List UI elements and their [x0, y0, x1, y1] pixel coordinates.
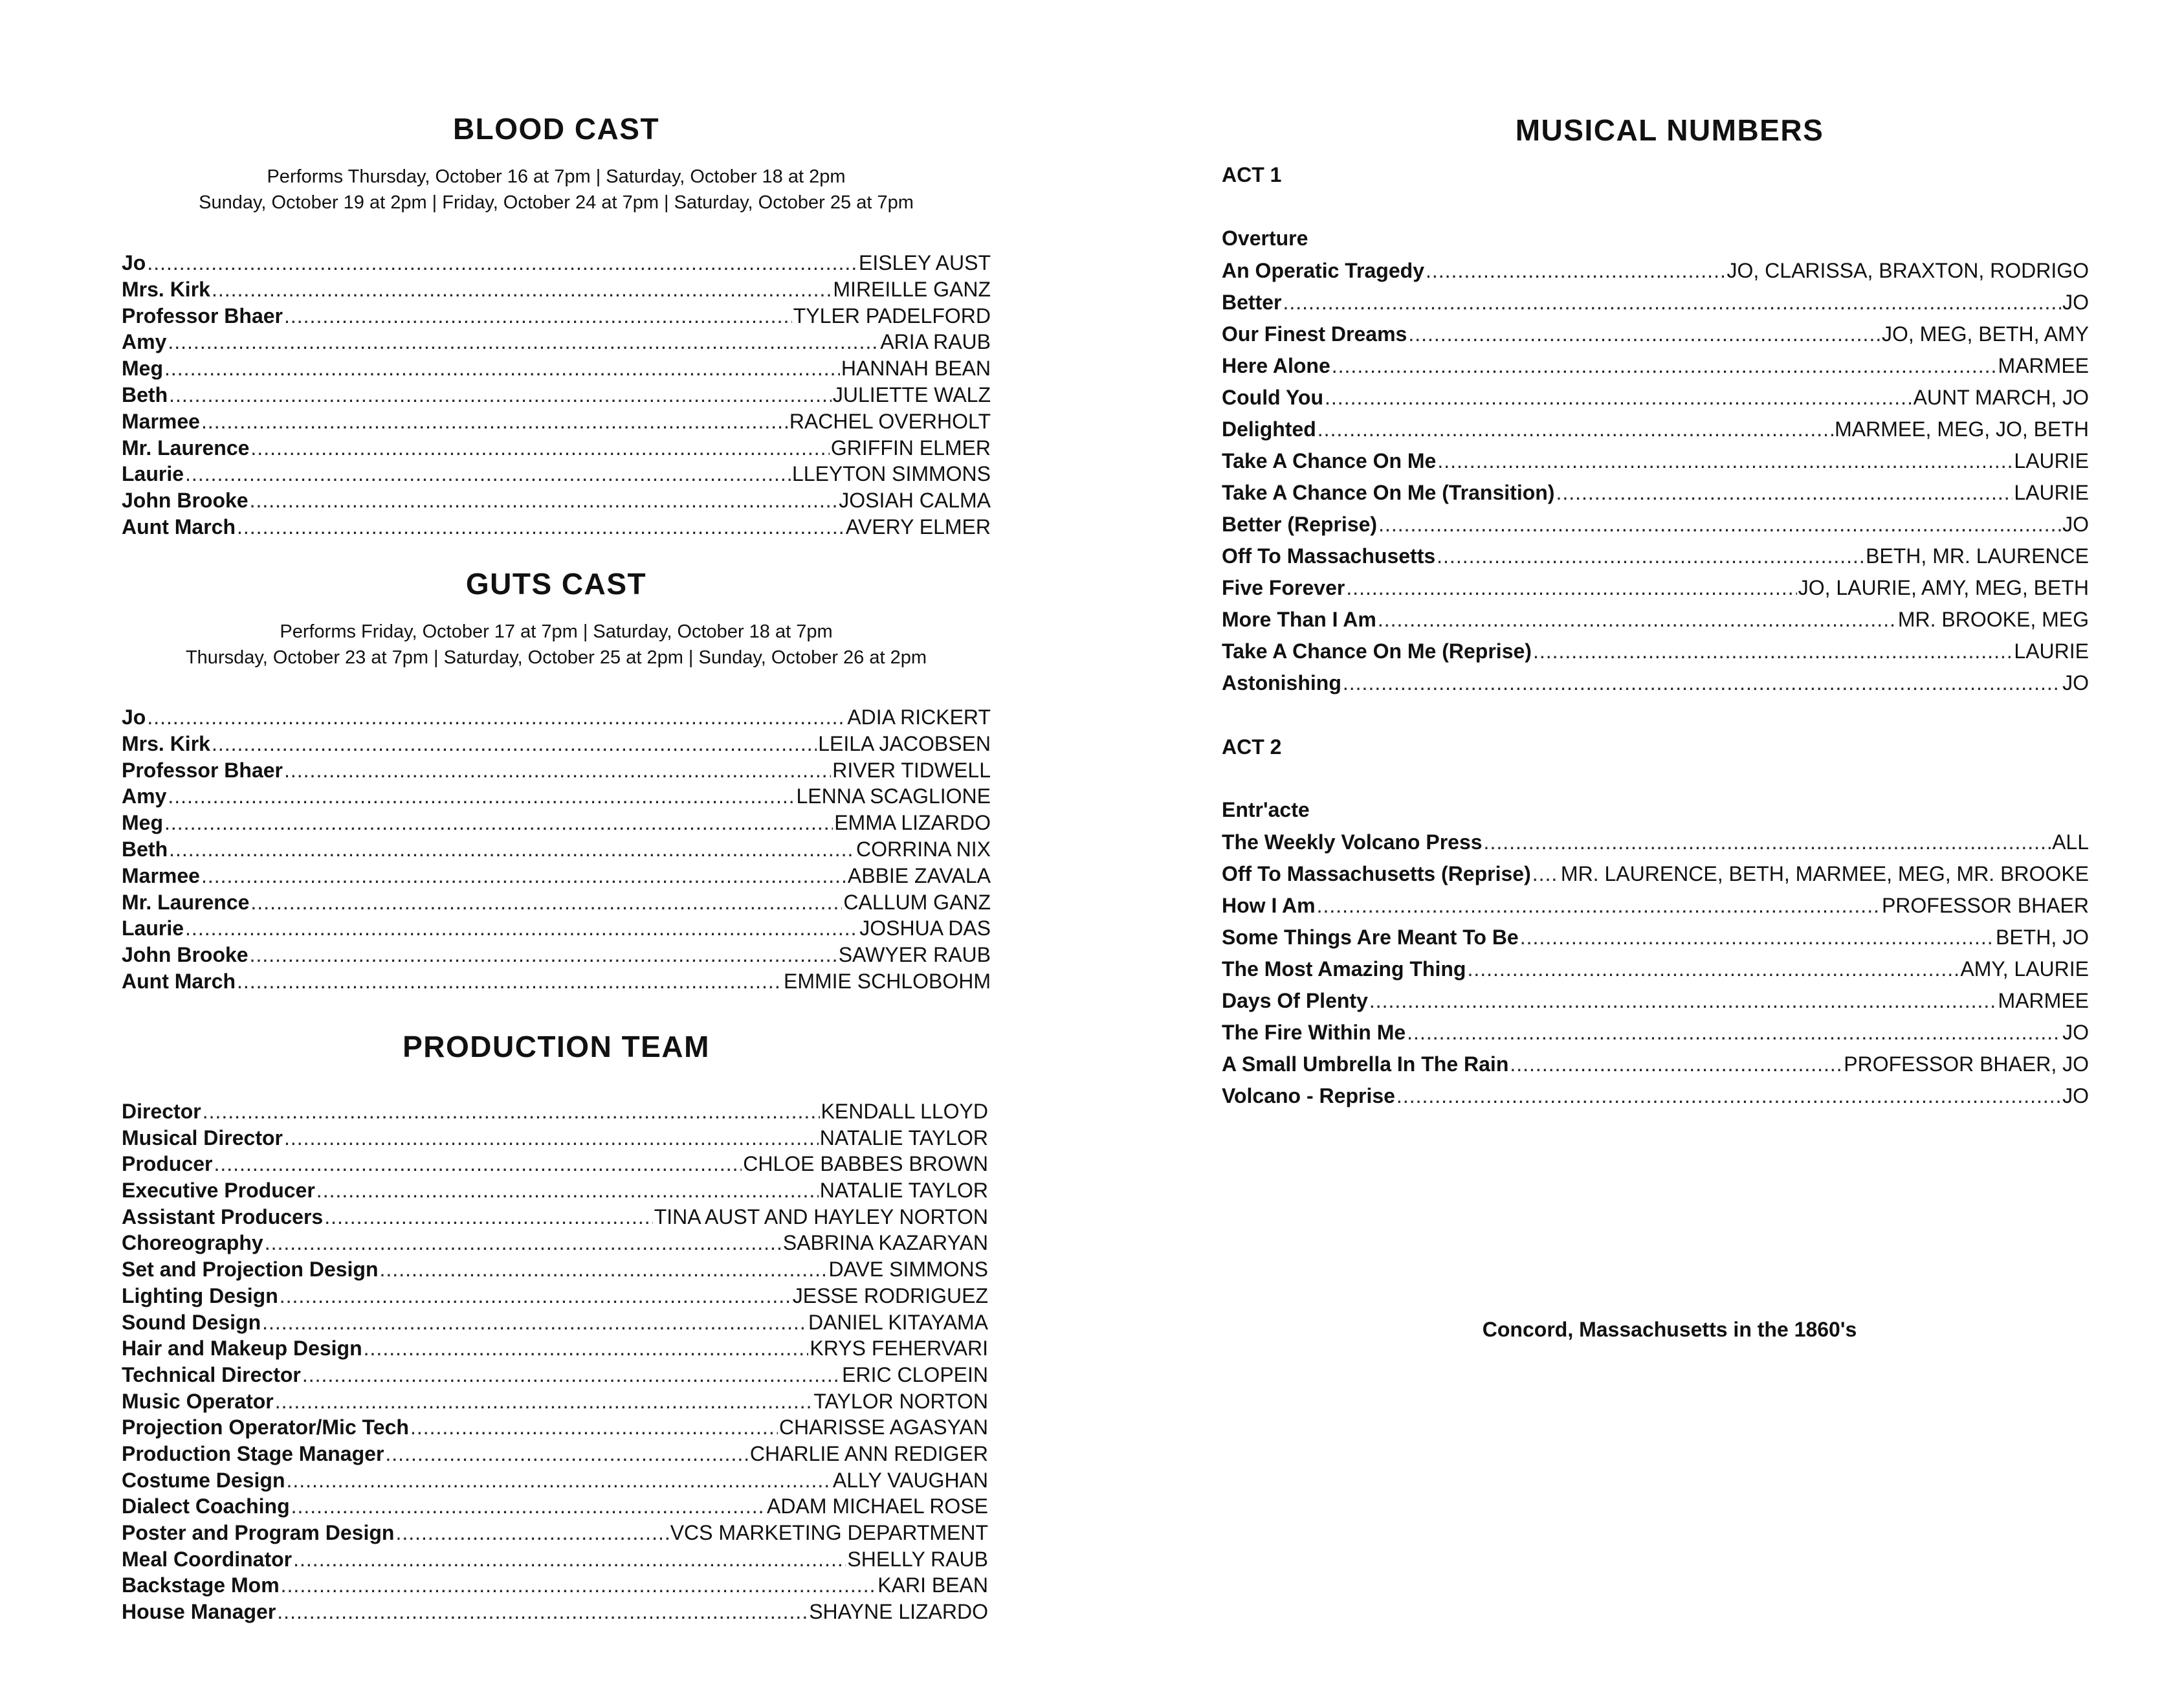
- item-label: Mr. Laurence: [122, 436, 250, 460]
- item-label: Choreography: [122, 1231, 263, 1255]
- item-value: ERIC CLOPEIN: [842, 1362, 988, 1386]
- item-label: John Brooke: [122, 943, 248, 967]
- list-item: [1222, 509, 2089, 540]
- dot-leader: [1437, 540, 1864, 572]
- list-item: [122, 487, 991, 514]
- list-item: [122, 704, 991, 731]
- item-value: BETH, JO: [1995, 926, 2089, 949]
- list-item: [1222, 667, 2089, 699]
- dot-leader: [277, 1599, 808, 1625]
- dot-leader: [1437, 445, 2013, 477]
- item-value: SABRINA KAZARYAN: [782, 1231, 988, 1255]
- dot-leader: [169, 382, 832, 408]
- dot-leader: [250, 435, 829, 461]
- list-item: [122, 1177, 988, 1204]
- act-2-label: ACT 2: [1222, 735, 1282, 759]
- item-value: JOSIAH CALMA: [839, 489, 991, 513]
- list-item: [1222, 922, 2089, 953]
- item-label: More Than I Am: [1222, 608, 1376, 631]
- item-label: How I Am: [1222, 894, 1316, 917]
- list-item: [1222, 827, 2089, 858]
- item-value: PROFESSOR BHAER, JO: [1844, 1052, 2089, 1076]
- dot-leader: [1467, 953, 1959, 985]
- dot-leader: [284, 757, 831, 784]
- item-value: CHARISSE AGASYAN: [778, 1416, 988, 1439]
- dot-leader: [1396, 1080, 2061, 1112]
- dot-leader: [324, 1204, 652, 1230]
- dot-leader: [265, 1230, 782, 1256]
- list-item: [122, 757, 991, 784]
- item-value: JO: [2062, 291, 2089, 314]
- dot-leader: [1332, 350, 1997, 382]
- dot-leader: [1532, 858, 1560, 890]
- list-item: [122, 731, 991, 757]
- item-label: A Small Umbrella In The Rain: [1222, 1052, 1509, 1076]
- item-value: TAYLOR NORTON: [813, 1389, 988, 1413]
- item-label: Professor Bhaer: [122, 304, 283, 328]
- dot-leader: [281, 1572, 877, 1599]
- item-label: Mrs. Kirk: [122, 731, 210, 755]
- musical-numbers-title: MUSICAL NUMBERS: [1515, 113, 1824, 147]
- dot-leader: [164, 355, 840, 382]
- list-item: [1222, 636, 2089, 667]
- item-label: Music Operator: [122, 1389, 274, 1413]
- blood-cast-title: BLOOD CAST: [452, 112, 660, 146]
- dot-leader: [212, 731, 817, 757]
- list-item: [1222, 1080, 2089, 1112]
- list-item: [122, 863, 991, 889]
- item-value: JO, CLARISSA, BRAXTON, RODRIGO: [1726, 259, 2089, 282]
- list-item: [122, 1230, 988, 1256]
- dot-leader: [250, 889, 842, 916]
- list-item: [1222, 540, 2089, 572]
- item-label: Executive Producer: [122, 1179, 315, 1203]
- item-value: LAURIE: [2014, 639, 2089, 663]
- list-item: [1222, 1049, 2089, 1080]
- item-value: EISLEY AUST: [859, 251, 991, 274]
- list-item: [122, 889, 991, 916]
- dot-leader: [250, 942, 837, 968]
- item-value: MARMEE, MEG, JO, BETH: [1835, 417, 2089, 441]
- dot-leader: [214, 1151, 742, 1177]
- list-item: [122, 1520, 988, 1546]
- item-value: AMY, LAURIE: [1960, 957, 2089, 981]
- list-item: [122, 382, 991, 408]
- item-value: ADIA RICKERT: [847, 705, 991, 729]
- item-value: JO, LAURIE, AMY, MEG, BETH: [1798, 576, 2089, 599]
- dot-leader: [284, 303, 792, 329]
- dot-leader: [380, 1256, 828, 1283]
- item-label: Off To Massachusetts: [1222, 544, 1436, 568]
- item-label: Aunt March: [122, 969, 236, 993]
- item-value: GRIFFIN ELMER: [830, 436, 991, 460]
- item-value: RACHEL OVERHOLT: [789, 409, 991, 433]
- item-label: Volcano - Reprise: [1222, 1084, 1395, 1107]
- item-label: Our Finest Dreams: [1222, 322, 1407, 346]
- item-label: House Manager: [122, 1600, 276, 1624]
- list-item: [1222, 572, 2089, 604]
- list-item: [122, 1493, 988, 1520]
- dot-leader: [286, 1467, 831, 1494]
- item-label: Set and Projection Design: [122, 1258, 379, 1282]
- item-label: Technical Director: [122, 1362, 301, 1386]
- dot-leader: [316, 1177, 819, 1204]
- list-item: [122, 355, 991, 382]
- dot-leader: [201, 408, 788, 435]
- item-value: ALLY VAUGHAN: [832, 1468, 988, 1492]
- item-label: Days Of Plenty: [1222, 989, 1368, 1012]
- item-label: Five Forever: [1222, 576, 1345, 599]
- list-item: [122, 1125, 988, 1151]
- list-item: [1222, 255, 2089, 287]
- item-label: Meg: [122, 357, 163, 381]
- dot-leader: [1325, 382, 1912, 414]
- dot-leader: [1346, 572, 1796, 604]
- item-value: EMMIE SCHLOBOHM: [783, 969, 991, 993]
- list-item: [122, 1572, 988, 1599]
- guts-cast-title: GUTS CAST: [465, 567, 647, 601]
- dot-leader: [284, 1125, 819, 1151]
- performance-line: Thursday, October 23 at 7pm | Saturday, October 25 at 2pm | Sunday, October 26 at 2pm: [185, 647, 927, 668]
- item-label: Sound Design: [122, 1310, 261, 1334]
- item-value: JO: [2062, 1021, 2089, 1044]
- dot-leader: [185, 915, 858, 942]
- dot-leader: [237, 968, 782, 995]
- item-value: CHLOE BABBES BROWN: [743, 1152, 988, 1176]
- item-label: Producer: [122, 1152, 213, 1176]
- dot-leader: [280, 1283, 791, 1309]
- item-label: Hair and Makeup Design: [122, 1337, 362, 1360]
- item-value: PROFESSOR BHAER: [1881, 894, 2089, 917]
- item-value: EMMA LIZARDO: [834, 811, 991, 835]
- item-value: SAWYER RAUB: [838, 943, 991, 967]
- item-label: Assistant Producers: [122, 1205, 324, 1228]
- item-label: Off To Massachusetts (Reprise): [1222, 862, 1531, 885]
- item-label: Some Things Are Meant To Be: [1222, 926, 1519, 949]
- dot-leader: [169, 836, 855, 863]
- item-value: LAURIE: [2014, 481, 2089, 504]
- dot-leader: [1343, 667, 2061, 699]
- item-label: Take A Chance On Me (Transition): [1222, 481, 1555, 504]
- item-label: Amy: [122, 784, 167, 808]
- dot-leader: [1510, 1049, 1842, 1080]
- item-value: JO: [2062, 1084, 2089, 1107]
- list-item: [1222, 414, 2089, 445]
- act-1-opener: Overture: [1222, 227, 1308, 250]
- list-item: [122, 461, 991, 487]
- list-item: [122, 1204, 988, 1230]
- item-label: Amy: [122, 330, 167, 354]
- item-value: JO, MEG, BETH, AMY: [1881, 322, 2089, 346]
- item-value: LLEYTON SIMMONS: [791, 462, 991, 486]
- item-value: RIVER TIDWELL: [832, 758, 991, 782]
- list-item: [122, 915, 991, 942]
- item-value: AVERY ELMER: [845, 515, 991, 539]
- item-value: MR. BROOKE, MEG: [1897, 608, 2089, 631]
- list-item: [1222, 858, 2089, 890]
- list-item: [122, 783, 991, 810]
- performance-line: Performs Thursday, October 16 at 7pm | Saturday, October 18 at 2pm: [267, 166, 846, 187]
- item-value: VCS MARKETING DEPARTMENT: [670, 1521, 988, 1544]
- dot-leader: [237, 514, 844, 540]
- dot-leader: [212, 276, 832, 303]
- item-value: JULIETTE WALZ: [832, 383, 991, 406]
- guts-cast-performances: [122, 619, 991, 671]
- dot-leader: [203, 1098, 820, 1125]
- list-item: [1222, 382, 2089, 414]
- dot-leader: [1378, 604, 1897, 636]
- dot-leader: [250, 487, 838, 514]
- performance-line: Sunday, October 19 at 2pm | Friday, October 24 at 7pm | Saturday, October 25 at 7pm: [199, 192, 914, 213]
- dot-leader: [1407, 1017, 2061, 1049]
- list-item: [122, 1098, 988, 1125]
- blood-cast-list: [122, 250, 991, 540]
- dot-leader: [275, 1388, 813, 1415]
- item-value: LAURIE: [2014, 449, 2089, 472]
- list-item: [122, 408, 991, 435]
- act-2-song-list: [1222, 827, 2089, 1112]
- list-item: [122, 1546, 988, 1573]
- act-1-song-list: [1222, 255, 2089, 699]
- item-value: ALL: [2052, 830, 2089, 854]
- item-value: KRYS FEHERVARI: [810, 1337, 988, 1360]
- item-label: Aunt March: [122, 515, 236, 539]
- item-label: Meal Coordinator: [122, 1547, 292, 1571]
- item-label: Better (Reprise): [1222, 513, 1378, 536]
- item-label: Beth: [122, 383, 168, 406]
- list-item: [122, 514, 991, 540]
- dot-leader: [147, 704, 846, 731]
- guts-cast-list: [122, 704, 991, 995]
- item-label: Better: [1222, 291, 1282, 314]
- list-item: [122, 1414, 988, 1441]
- dot-leader: [302, 1362, 841, 1388]
- item-value: KENDALL LLOYD: [821, 1100, 988, 1123]
- dot-leader: [1484, 827, 2051, 858]
- list-item: [1222, 477, 2089, 509]
- list-item: [122, 329, 991, 355]
- item-value: JOSHUA DAS: [859, 916, 991, 940]
- act-2-opener: Entr'acte: [1222, 798, 1310, 821]
- blood-cast-performances: [122, 164, 991, 216]
- dot-leader: [185, 461, 791, 487]
- list-item: [122, 276, 991, 303]
- item-label: Projection Operator/Mic Tech: [122, 1416, 409, 1439]
- item-label: Take A Chance On Me: [1222, 449, 1437, 472]
- item-label: The Weekly Volcano Press: [1222, 830, 1483, 854]
- list-item: [122, 942, 991, 968]
- list-item: [122, 1467, 988, 1494]
- list-item: [1222, 445, 2089, 477]
- item-value: TYLER PADELFORD: [793, 304, 991, 328]
- item-label: Marmee: [122, 409, 200, 433]
- item-value: JO: [2062, 671, 2089, 694]
- item-label: Production Stage Manager: [122, 1441, 384, 1465]
- item-value: MARMEE: [1998, 989, 2089, 1012]
- list-item: [122, 435, 991, 461]
- dot-leader: [1317, 890, 1881, 922]
- item-value: JO: [2062, 513, 2089, 536]
- list-item: [1222, 287, 2089, 318]
- production-team-list: [122, 1098, 988, 1625]
- dot-leader: [164, 810, 833, 836]
- list-item: [1222, 1017, 2089, 1049]
- item-label: Delighted: [1222, 417, 1316, 441]
- item-label: Mr. Laurence: [122, 890, 250, 914]
- item-label: Lighting Design: [122, 1283, 278, 1307]
- item-value: NATALIE TAYLOR: [819, 1179, 988, 1203]
- dot-leader: [1378, 509, 2061, 540]
- item-value: SHAYNE LIZARDO: [809, 1600, 988, 1624]
- performance-line: Performs Friday, October 17 at 7pm | Saturday, October 18 at 7pm: [280, 621, 833, 642]
- dot-leader: [1408, 318, 1881, 350]
- item-label: Jo: [122, 705, 146, 729]
- dot-leader: [293, 1546, 846, 1573]
- dot-leader: [201, 863, 846, 889]
- item-value: DAVE SIMMONS: [828, 1258, 988, 1282]
- item-label: Costume Design: [122, 1468, 285, 1492]
- item-label: Laurie: [122, 462, 184, 486]
- setting-text: Concord, Massachusetts in the 1860's: [1482, 1318, 1857, 1341]
- item-value: BETH, MR. LAURENCE: [1866, 544, 2089, 568]
- item-value: MR. LAURENCE, BETH, MARMEE, MEG, MR. BROOKE: [1560, 862, 2089, 885]
- list-item: [122, 250, 991, 276]
- item-value: KARI BEAN: [877, 1573, 988, 1597]
- list-item: [122, 1256, 988, 1283]
- item-label: Take A Chance On Me (Reprise): [1222, 639, 1532, 663]
- item-value: DANIEL KITAYAMA: [808, 1310, 988, 1334]
- act-1-label: ACT 1: [1222, 163, 1282, 186]
- list-item: [122, 1335, 988, 1362]
- item-value: CORRINA NIX: [855, 837, 991, 861]
- dot-leader: [410, 1414, 778, 1441]
- dot-leader: [364, 1335, 809, 1362]
- item-label: Mrs. Kirk: [122, 277, 210, 301]
- item-label: Musical Director: [122, 1126, 283, 1149]
- dot-leader: [147, 250, 857, 276]
- item-label: Beth: [122, 837, 168, 861]
- dot-leader: [291, 1493, 766, 1520]
- list-item: [1222, 985, 2089, 1017]
- list-item: [122, 810, 991, 836]
- item-value: CHARLIE ANN REDIGER: [749, 1441, 988, 1465]
- list-item: [122, 1283, 988, 1309]
- item-value: MIREILLE GANZ: [833, 277, 991, 301]
- item-value: HANNAH BEAN: [841, 357, 991, 381]
- list-item: [122, 1441, 988, 1467]
- item-value: NATALIE TAYLOR: [819, 1126, 988, 1149]
- item-value: AUNT MARCH, JO: [1913, 386, 2089, 409]
- item-value: TINA AUST AND HAYLEY NORTON: [654, 1205, 988, 1228]
- list-item: [122, 303, 991, 329]
- list-item: [1222, 890, 2089, 922]
- item-value: ABBIE ZAVALA: [847, 863, 991, 887]
- item-label: Marmee: [122, 863, 200, 887]
- dot-leader: [1556, 477, 2013, 509]
- item-value: CALLUM GANZ: [843, 890, 991, 914]
- dot-leader: [1369, 985, 1997, 1017]
- dot-leader: [1318, 414, 1833, 445]
- list-item: [1222, 350, 2089, 382]
- list-item: [1222, 604, 2089, 636]
- production-team-title: PRODUCTION TEAM: [403, 1030, 710, 1063]
- dot-leader: [262, 1309, 807, 1336]
- list-item: [1222, 318, 2089, 350]
- item-label: An Operatic Tragedy: [1222, 259, 1424, 282]
- item-label: Jo: [122, 251, 146, 274]
- item-value: ARIA RAUB: [880, 330, 991, 354]
- item-label: Could You: [1222, 386, 1324, 409]
- item-label: Meg: [122, 811, 163, 835]
- item-value: LENNA SCAGLIONE: [796, 784, 991, 808]
- item-value: JESSE RODRIGUEZ: [792, 1283, 988, 1307]
- dot-leader: [1520, 922, 1994, 953]
- dot-leader: [1533, 636, 2013, 667]
- item-label: Backstage Mom: [122, 1573, 280, 1597]
- item-label: The Fire Within Me: [1222, 1021, 1406, 1044]
- item-value: MARMEE: [1998, 354, 2089, 377]
- item-label: Here Alone: [1222, 354, 1330, 377]
- dot-leader: [1283, 287, 2061, 318]
- list-item: [122, 1362, 988, 1388]
- list-item: [122, 1599, 988, 1625]
- list-item: [122, 836, 991, 863]
- list-item: [122, 1309, 988, 1336]
- dot-leader: [395, 1520, 668, 1546]
- dot-leader: [168, 783, 795, 810]
- item-label: John Brooke: [122, 489, 248, 513]
- dot-leader: [385, 1441, 749, 1467]
- item-value: ADAM MICHAEL ROSE: [767, 1494, 988, 1518]
- dot-leader: [1426, 255, 1726, 287]
- list-item: [122, 968, 991, 995]
- list-item: [1222, 953, 2089, 985]
- item-label: Professor Bhaer: [122, 758, 283, 782]
- item-label: Laurie: [122, 916, 184, 940]
- dot-leader: [168, 329, 879, 355]
- item-label: The Most Amazing Thing: [1222, 957, 1466, 981]
- item-label: Poster and Program Design: [122, 1521, 395, 1544]
- item-label: Astonishing: [1222, 671, 1341, 694]
- item-label: Director: [122, 1100, 201, 1123]
- list-item: [122, 1388, 988, 1415]
- list-item: [122, 1151, 988, 1177]
- item-label: Dialect Coaching: [122, 1494, 290, 1518]
- item-value: LEILA JACOBSEN: [818, 731, 991, 755]
- item-value: SHELLY RAUB: [847, 1547, 988, 1571]
